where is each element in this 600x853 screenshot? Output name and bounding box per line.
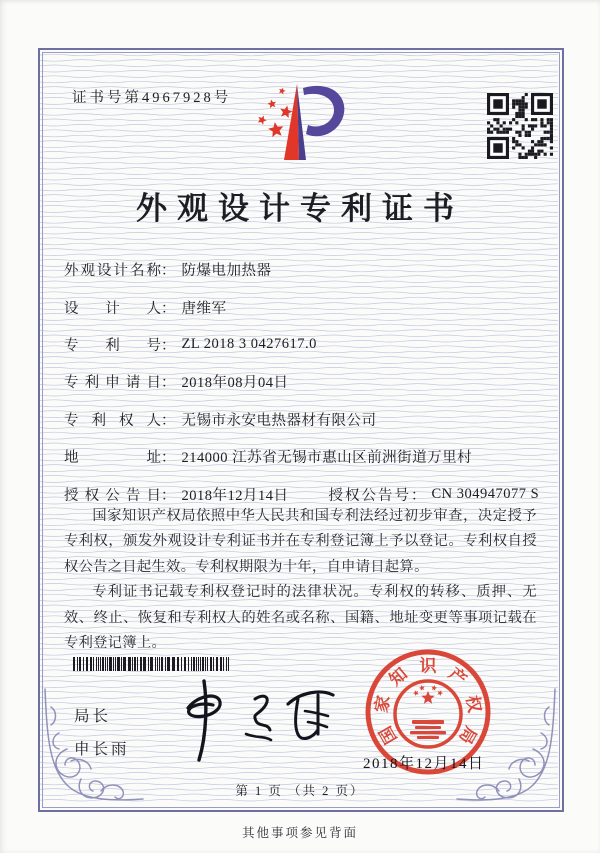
field-value: CN 304947077 S — [431, 485, 540, 502]
field-label: 专利权人 — [64, 412, 161, 429]
field-row-filing-date: 专利申请日 ： 2018年08月04日 — [64, 363, 542, 400]
field-value: 无锡市永安电热器材有限公司 — [181, 412, 377, 429]
field-label: 外观设计名称 — [64, 263, 161, 280]
field-row-design-name: 外观设计名称 ： 防爆电加热器 — [64, 251, 542, 288]
field-label: 授权公告号 — [328, 487, 411, 504]
svg-text:权: 权 — [462, 693, 485, 715]
svg-text:产: 产 — [444, 664, 471, 690]
svg-text:家: 家 — [371, 693, 394, 715]
legal-paragraph-2: 专利证书记载专利权登记时的法律状况。专利权的转移、质押、无效、终止、恢复和专利权人的姓名或名称、国籍、地址变更等事项记载在专利登记簿上。 — [64, 584, 537, 652]
certificate-number: 证书号第4967928号 — [72, 90, 232, 106]
legal-paragraph-1: 国家知识产权局依照中华人民共和国专利法经过初步审查，决定授予专利权，颁发外观设计专利证书并在专利登记簿上予以登记。专利权自授权公告之日起生效。专利权期限为十年，自申请日起算。 — [64, 508, 537, 575]
national-emblem — [395, 681, 461, 747]
field-label: 专利号 — [64, 337, 161, 354]
field-label: 设计人 — [64, 300, 161, 317]
director-signature — [158, 668, 353, 773]
legal-text — [64, 504, 537, 656]
svg-text:局: 局 — [455, 722, 481, 748]
svg-text:知: 知 — [385, 664, 412, 690]
page-indicator: 第 1 页 （共 2 页） — [235, 784, 365, 798]
director-block — [74, 700, 130, 766]
field-row-grant: 授权公告日 ： 2018年12月14日 授权公告号 ： CN 304947077 S — [64, 485, 540, 504]
seal-date: 2018年12月14日 — [363, 756, 485, 772]
field-row-patentee: 专利权人 ： 无锡市永安电热器材有限公司 — [64, 401, 542, 438]
qr-code-icon — [487, 93, 553, 159]
field-row-patent-number: 专利号 ： ZL 2018 3 0427617.0 — [64, 335, 317, 354]
field-label: 专利申请日 — [64, 375, 161, 392]
field-label: 授权公告日 — [64, 487, 161, 504]
svg-text:识: 识 — [419, 656, 437, 676]
cnipa-logo-icon — [251, 78, 351, 172]
back-note: 其他事项参见背面 — [241, 826, 358, 840]
svg-text:国: 国 — [375, 722, 401, 748]
field-value: 214000 江苏省无锡市惠山区前洲街道万里村 — [181, 450, 473, 467]
certificate-title: 外观设计专利证书 — [136, 191, 464, 226]
field-list — [64, 251, 542, 513]
field-row-address: 地址 ： 214000 江苏省无锡市惠山区前洲街道万里村 — [64, 438, 542, 475]
field-label: 地址 — [64, 450, 161, 467]
field-value: 唐维军 — [181, 300, 227, 317]
director-name: 申长雨 — [74, 741, 130, 758]
director-title: 局长 — [74, 708, 112, 725]
field-value: ZL 2018 3 0427617.0 — [181, 335, 317, 352]
field-value: 2018年12月14日 — [181, 487, 289, 504]
field-value: 2018年08月04日 — [181, 375, 289, 392]
field-row-designer: 设计人 ： 唐维军 — [64, 288, 542, 325]
logo-stars — [258, 88, 293, 138]
field-value: 防爆电加热器 — [181, 263, 272, 280]
